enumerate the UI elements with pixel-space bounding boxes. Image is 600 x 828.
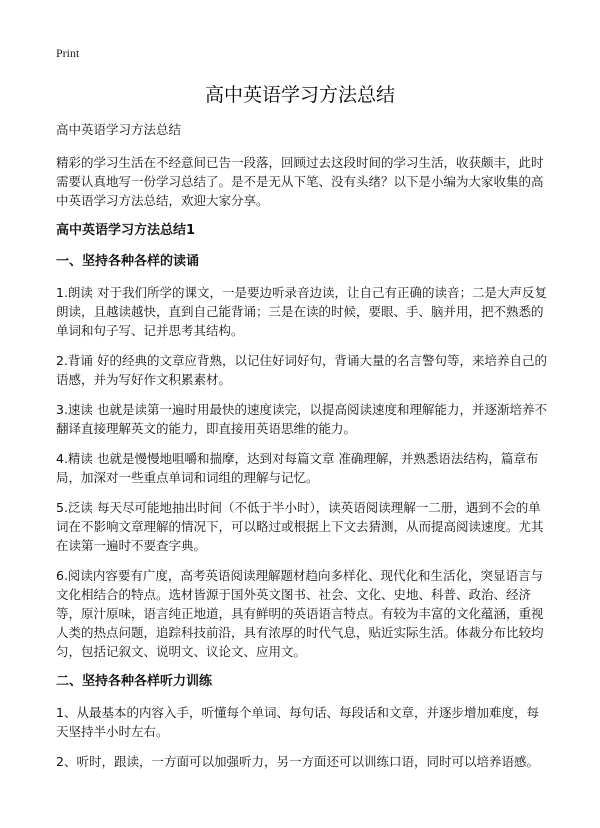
- item-text: 也就是读第一遍时用最快的速度读完，以提高阅读速度和理解能力，并逐渐培养不翻译直接理解英文的能力，即直接用英语思维的能力。: [56, 402, 547, 436]
- summary-heading: 高中英语学习方法总结1: [56, 223, 196, 238]
- item-lead: 1.朗读: [56, 285, 93, 300]
- item-lead: 6.阅读内容要有广度，: [56, 568, 181, 583]
- section-heading-listening: 二、坚持各种各样听力训练: [56, 674, 213, 689]
- item-lead: 4.精读: [56, 451, 93, 466]
- reading-item: [56, 283, 548, 340]
- reading-item: [56, 351, 548, 389]
- page-title: 高中英语学习方法总结: [204, 84, 395, 106]
- item-lead: 5.泛读: [56, 500, 93, 515]
- article-subtitle: 高中英语学习方法总结: [56, 122, 182, 137]
- item-text: 对于我们所学的课文，一是要边听录音边读，让自己有正确的读音；二是大声反复朗读，且越读越快，直到自己能背诵；三是在读的时候，要眼、手、脑并用，把不熟悉的单词和句子写、记并思考其结构。: [56, 285, 547, 338]
- section-heading-reading: 一、坚持各种各样的读诵: [56, 254, 200, 269]
- intro-paragraph: 精彩的学习生活在不经意间已告一段落，回顾过去这段时间的学习生活，收获颇丰，此时需要认真地写一份学习总结了。是不是无从下笔、没有头绪？以下是小编为大家收集的高中英语学习方法总结，欢迎大家分享。: [56, 155, 544, 208]
- item-text: 每天尽可能地抽出时间（不低于半小时），读英语阅读理解一二册，遇到不会的单词在不影响文章理解的情况下，可以略过或根据上下文去猜测，从而提高阅读速度。尤其在读第一遍时不要查字典。: [56, 500, 544, 553]
- item-text: 2、听时，跟读，一方面可以加强听力，另一方面还可以训练口语，同时可以培养语感。: [56, 754, 539, 769]
- item-text: 高考英语阅读理解题材趋向多样化、现代化和生活化，突显语言与文化相结合的特点。选材皆源于国外英文图书、社会、文化、史地、科普、政治、经济等，原汁原味，语言纯正地道，具有鲜明的英语语言特点。有较为丰富的文化蕴涵，重视人类的热点问题，追踪科技前沿，具有浓厚的时代气息，贴近实际生活。体裁分布比较均匀，包括记叙文、说明文、议论文、应用文。: [56, 568, 544, 659]
- listening-item: [56, 752, 548, 771]
- item-lead: 2.背诵: [56, 353, 93, 368]
- item-lead: 3.速读: [56, 402, 93, 417]
- item-text: 也就是慢慢地咀嚼和揣摩，达到对每篇文章 准确理解，并熟悉语法结构，篇章布局，加深对一些重点单词和词组的理解与记忆。: [56, 451, 539, 485]
- listening-item: [56, 703, 548, 741]
- print-link[interactable]: Print: [56, 46, 80, 60]
- reading-item: [56, 498, 548, 555]
- article-body: [56, 120, 548, 782]
- reading-item: [56, 400, 548, 438]
- reading-item: [56, 566, 548, 661]
- item-text: 1、从最基本的内容入手，听懂每个单词、每句话、每段话和文章，并逐步增加难度，每天坚持半小时左右。: [56, 705, 539, 739]
- reading-item: [56, 449, 548, 487]
- item-text: 好的经典的文章应背熟，以记住好词好句，背诵大量的名言警句等，来培养自己的语感，并为写好作文积累素材。: [56, 353, 547, 387]
